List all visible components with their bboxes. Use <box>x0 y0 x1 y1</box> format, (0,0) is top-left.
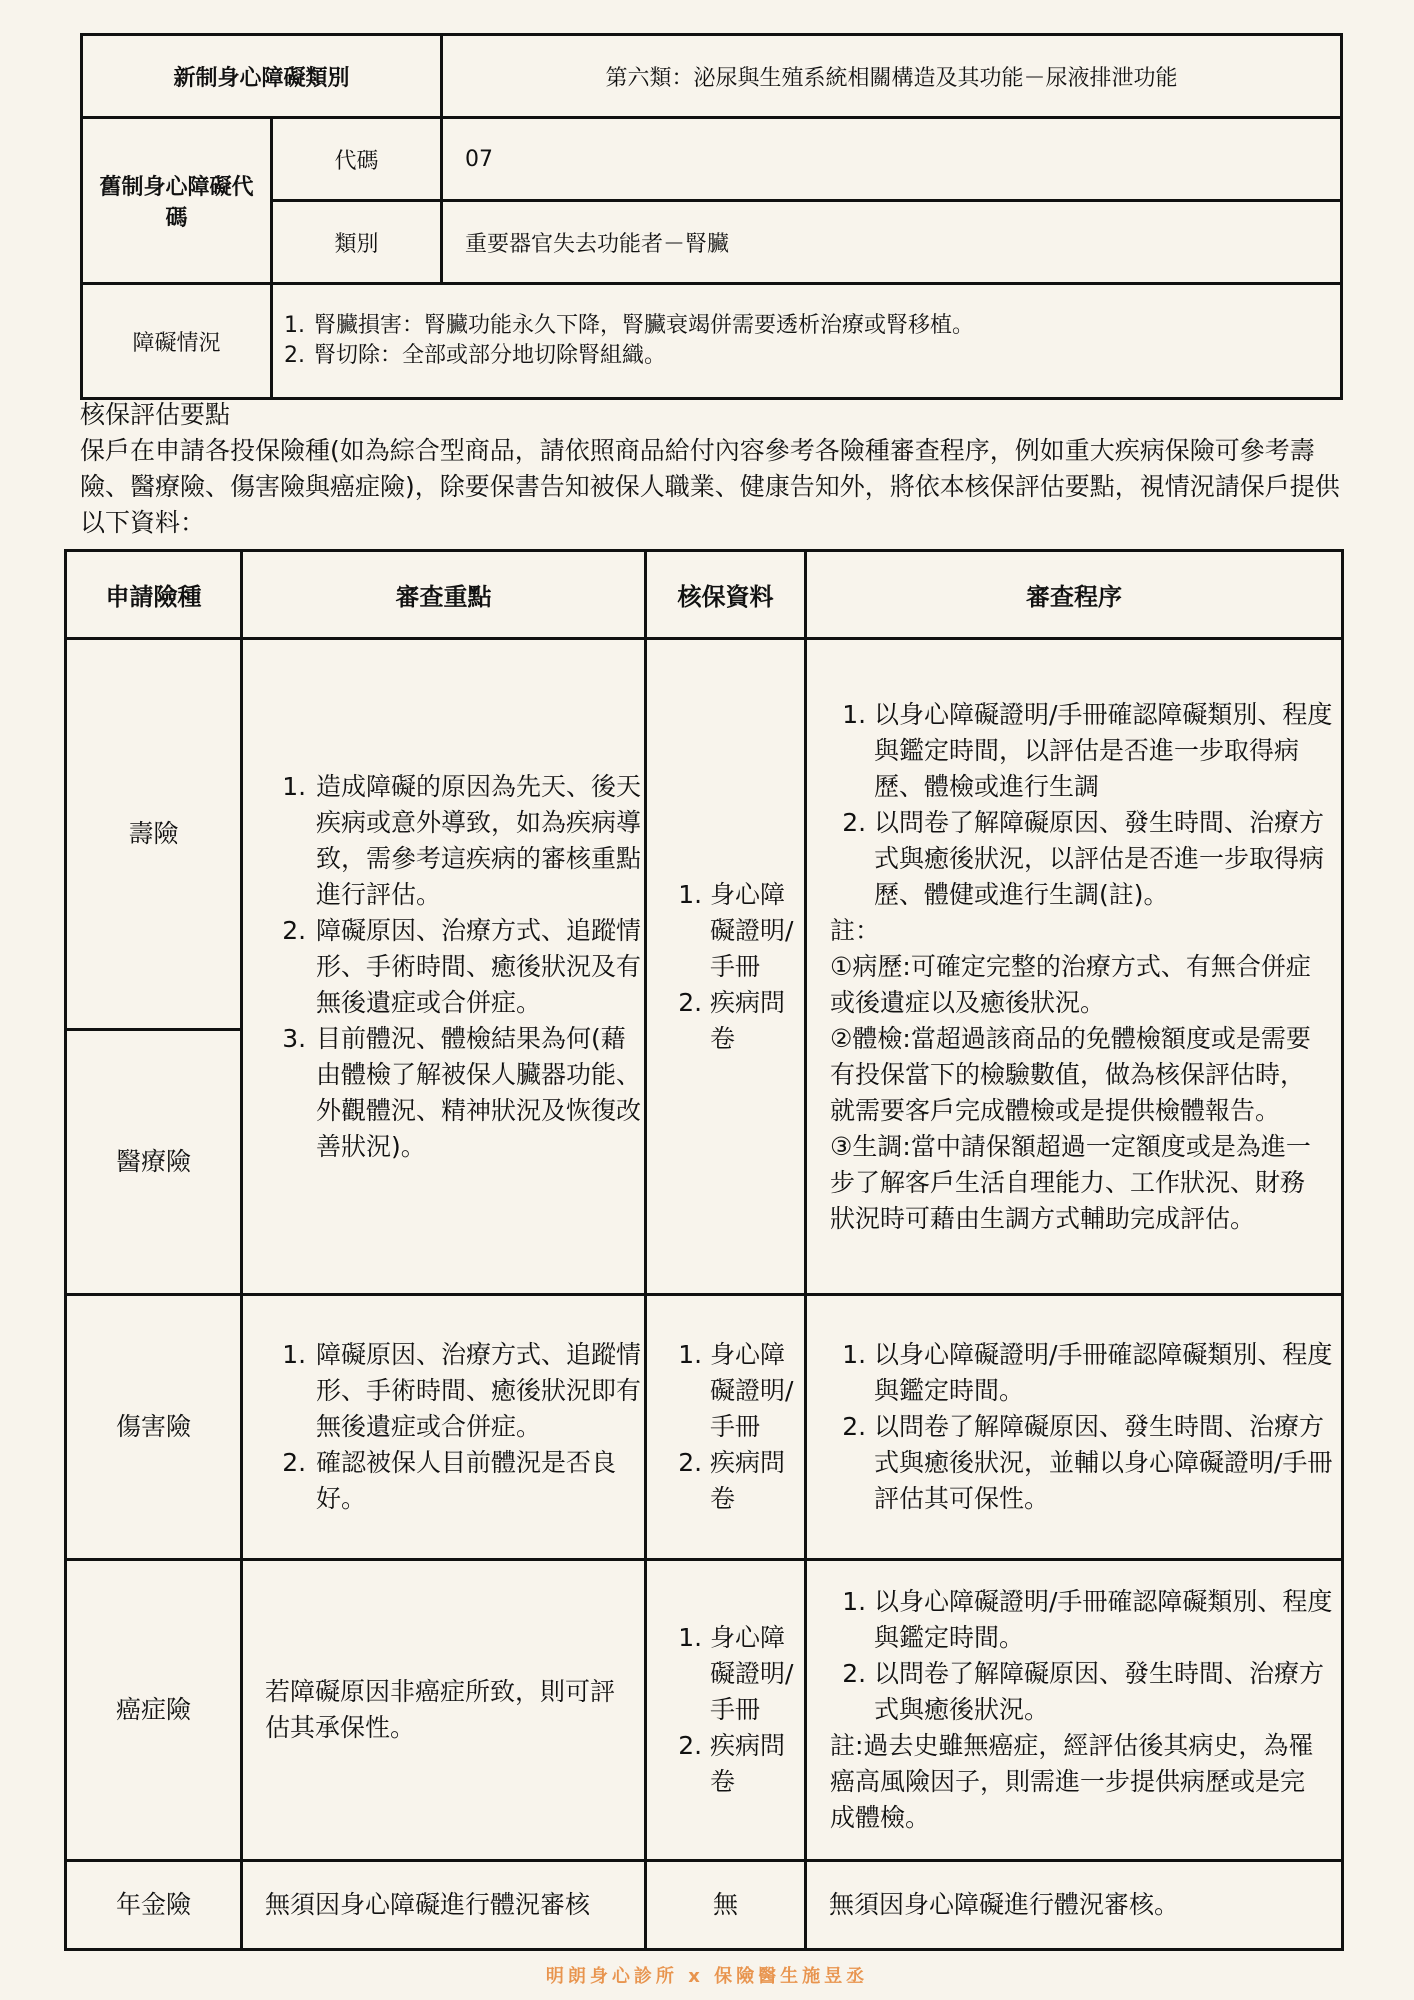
docs-cell <box>646 1560 806 1861</box>
category-life: 壽險 <box>66 639 242 1030</box>
list-item: 1. 以身心障礙證明/手冊確認障礙類別、程度與鑑定時間，以評估是否進一步取得病歷、體檢或進行生調 <box>874 697 1340 805</box>
type-value: 重要器官失去功能者－腎臟 <box>442 201 1342 284</box>
underwriting-table <box>64 549 1344 1951</box>
procedure-cell: 無須因身心障礙進行體況審核。 <box>806 1861 1343 1950</box>
new-category-label: 新制身心障礙類別 <box>82 35 442 118</box>
category-accident: 傷害險 <box>66 1295 242 1560</box>
category-annuity: 年金險 <box>66 1861 242 1950</box>
list-item: 1. 身心障礙證明/手冊 <box>710 877 803 985</box>
list-item: 2. 疾病問卷 <box>710 985 803 1057</box>
focus-cell: 若障礙原因非癌症所致，則可評估其承保性。 <box>242 1560 646 1861</box>
new-category-row <box>82 35 1342 118</box>
type-label: 類別 <box>272 201 442 284</box>
category-cancer: 癌症險 <box>66 1560 242 1861</box>
list-item: 2. 疾病問卷 <box>710 1728 803 1800</box>
list-item: 1. 身心障礙證明/手冊 <box>710 1337 803 1445</box>
procedure-cell <box>806 1560 1343 1861</box>
list-item: 2. 疾病問卷 <box>710 1445 803 1517</box>
code-row <box>82 118 1342 201</box>
list-item: 2. 以問卷了解障礙原因、發生時間、治療方式與癒後狀況。 <box>874 1656 1340 1728</box>
list-item: 2. 障礙原因、治療方式、追蹤情形、手術時間、癒後狀況及有無後遺症或合併症。 <box>314 913 643 1021</box>
procedure-notes <box>808 913 1340 1237</box>
list-item: 1. 以身心障礙證明/手冊確認障礙類別、程度與鑑定時間。 <box>874 1337 1340 1409</box>
note-line: ③生調:當中請保額超過一定額度或是為進一步了解客戶生活自理能力、工作狀況、財務狀況時可藉由生調方式輔助完成評估。 <box>830 1131 1311 1233</box>
list-item: 1. 障礙原因、治療方式、追蹤情形、手術時間、癒後狀況即有無後遺症或合併症。 <box>314 1337 643 1445</box>
condition-item: 2. 腎切除：全部或部分地切除腎組織。 <box>312 341 1339 371</box>
list-item: 2. 以問卷了解障礙原因、發生時間、治療方式與癒後狀況，以評估是否進一步取得病歷、體健或進行生調(註)。 <box>874 805 1340 913</box>
code-value: 07 <box>442 118 1342 201</box>
list-item: 2. 以問卷了解障礙原因、發生時間、治療方式與癒後狀況，並輔以身心障礙證明/手冊評估其可保性。 <box>874 1409 1340 1517</box>
note-line: 註： <box>830 915 881 945</box>
docs-list <box>648 1620 803 1800</box>
procedure-cell <box>806 639 1343 1295</box>
docs-list <box>648 1337 803 1517</box>
procedure-list <box>808 1584 1340 1728</box>
condition-item: 1. 腎臟損害：腎臟功能永久下降，腎臟衰竭併需要透析治療或腎移植。 <box>312 311 1339 341</box>
list-item: 1. 身心障礙證明/手冊 <box>710 1620 803 1728</box>
focus-cell: 無須因身心障礙進行體況審核 <box>242 1861 646 1950</box>
procedure-list <box>808 697 1340 913</box>
docs-list <box>648 877 803 1057</box>
table-row <box>66 1861 1343 1950</box>
header-underwriting-docs: 核保資料 <box>646 551 806 639</box>
procedure-list <box>808 1337 1340 1517</box>
focus-cell <box>242 1295 646 1560</box>
new-category-value: 第六類：泌尿與生殖系統相關構造及其功能－尿液排泄功能 <box>442 35 1342 118</box>
list-item: 1. 造成障礙的原因為先天、後天疾病或意外導致，如為疾病導致，需參考這疾病的審核重點進行評估。 <box>314 769 643 913</box>
note-line: ①病歷:可確定完整的治療方式、有無合併症或後遺症以及癒後狀況。 <box>830 951 1311 1017</box>
condition-list <box>274 311 1339 371</box>
docs-cell <box>646 639 806 1295</box>
procedure-note: 註:過去史雖無癌症，經評估後其病史，為罹癌高風險因子，則需進一步提供病歷或是完成體檢。 <box>830 1731 1314 1832</box>
table-row <box>66 1560 1343 1861</box>
category-medical: 醫療險 <box>66 1030 242 1295</box>
condition-row <box>82 284 1342 399</box>
header-review-procedure: 審查程序 <box>806 551 1343 639</box>
table-row <box>66 1295 1343 1560</box>
note-line: ②體檢:當超過該商品的免體檢額度或是需要有投保當下的檢驗數值，做為核保評估時，就需要客戶完成體檢或是提供檢體報告。 <box>830 1023 1311 1125</box>
old-code-label: 舊制身心障礙代碼 <box>82 118 272 284</box>
intro-paragraph: 保戶在申請各投保險種(如為綜合型商品，請依照商品給付內容參考各險種審查程序，例如重大疾病保險可參考壽險、醫療險、傷害險與癌症險)，除要保書告知被保人職業、健康告知外，將依本核保評估要點，視情況請保戶提供以下資料： <box>80 436 1340 537</box>
disability-category-table <box>80 33 1343 400</box>
table-row <box>66 639 1343 1030</box>
list-item: 3. 目前體況、體檢結果為何(藉由體檢了解被保人臟器功能、外觀體況、精神狀況及恢復改善狀況)。 <box>314 1021 643 1165</box>
focus-list <box>244 769 643 1165</box>
focus-list <box>244 1337 643 1517</box>
code-label: 代碼 <box>272 118 442 201</box>
docs-cell <box>646 1295 806 1560</box>
docs-cell: 無 <box>646 1861 806 1950</box>
procedure-cell <box>806 1295 1343 1560</box>
condition-label: 障礙情況 <box>82 284 272 399</box>
focus-cell <box>242 639 646 1295</box>
list-item: 1. 以身心障礙證明/手冊確認障礙類別、程度與鑑定時間。 <box>874 1584 1340 1656</box>
header-review-focus: 審查重點 <box>242 551 646 639</box>
table-header-row <box>66 551 1343 639</box>
list-item: 2. 確認被保人目前體況是否良好。 <box>314 1445 643 1517</box>
header-insurance-type: 申請險種 <box>66 551 242 639</box>
assessment-intro <box>80 397 1350 541</box>
footer-credit: 明朗身心診所 x 保險醫生施昱丞 <box>545 1966 869 1987</box>
condition-value <box>272 284 1342 399</box>
section-heading: 核保評估要點 <box>80 400 231 429</box>
